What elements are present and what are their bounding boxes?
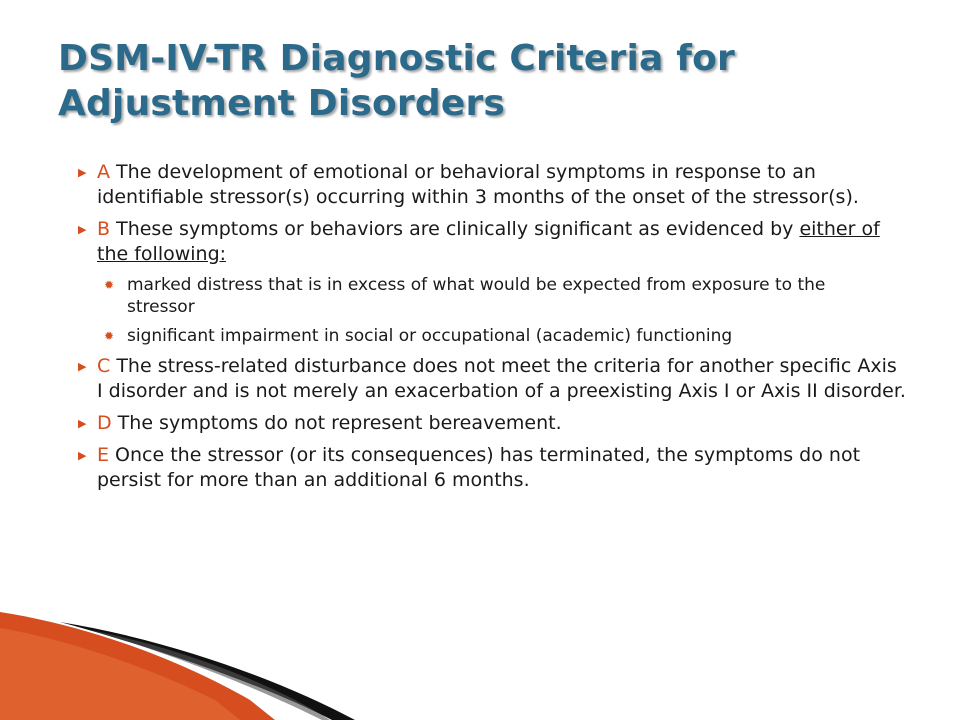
- title-line-2: Adjustment Disorders: [58, 83, 506, 124]
- criterion-text: The symptoms do not represent bereavement.: [111, 412, 562, 434]
- dot-icon: ✹: [104, 278, 115, 292]
- criterion-text: The development of emotional or behavioral symptoms in response to an identifiable stressor(s) occurring within 3 months of the onset of the stressor(s).: [97, 161, 859, 208]
- criterion-text: The stress-related disturbance does not meet the criteria for another specific Axis I disorder and is not merely an exacerbation of a preexisting Axis I or Axis II disorder.: [97, 355, 906, 402]
- criterion-b-subitem: [78, 274, 887, 318]
- criterion-text: These symptoms or behaviors are clinically significant as evidenced by: [110, 218, 800, 240]
- criterion-underlined-text: either of the following:: [97, 218, 880, 265]
- criterion-letter: D: [97, 412, 112, 434]
- criteria-list: [78, 160, 908, 500]
- criterion-letter: B: [97, 218, 111, 240]
- dot-icon: ✹: [104, 329, 115, 343]
- criterion-letter: A: [97, 161, 110, 183]
- criterion-c: [78, 354, 908, 404]
- criterion-b-subitem: [78, 325, 887, 347]
- criterion-a: [78, 160, 908, 210]
- triangle-right-icon: ▶: [78, 449, 87, 462]
- subitem-text: marked distress that is in excess of what would be expected from exposure to the stressor: [127, 275, 826, 317]
- criterion-letter: C: [97, 355, 111, 377]
- criterion-e: [78, 443, 908, 493]
- page-title: [58, 36, 918, 126]
- criterion-b: [78, 217, 908, 267]
- triangle-right-icon: ▶: [78, 360, 87, 373]
- criterion-d: [78, 411, 908, 436]
- title-line-1: DSM-IV-TR Diagnostic Criteria for: [58, 38, 735, 79]
- criterion-text: Once the stressor (or its consequences) has terminated, the symptoms do not persist for more than an additional 6 months.: [97, 444, 861, 491]
- triangle-right-icon: ▶: [78, 166, 87, 179]
- triangle-right-icon: ▶: [78, 223, 87, 236]
- subitem-text: significant impairment in social or occupational (academic) functioning: [127, 326, 733, 346]
- triangle-right-icon: ▶: [78, 417, 87, 430]
- criterion-letter: E: [97, 444, 110, 466]
